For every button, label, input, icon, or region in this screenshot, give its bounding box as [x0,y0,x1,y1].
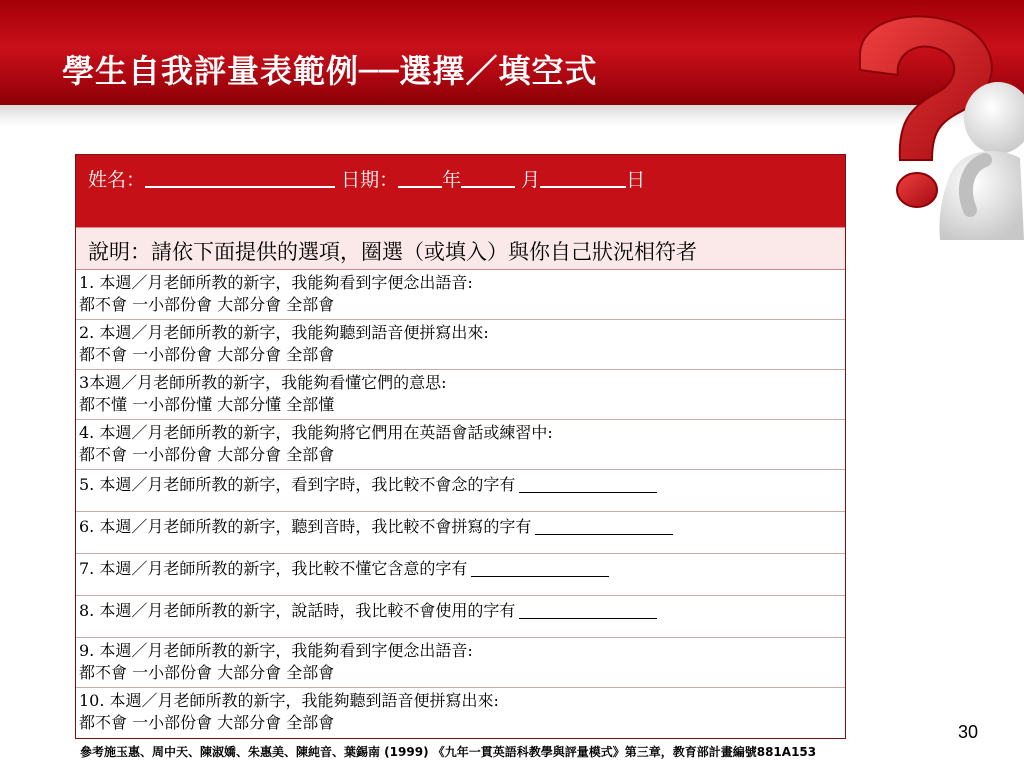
name-date-row [76,155,845,228]
question-row [76,638,845,688]
answer-options[interactable]: 都不會 一小部份會 大部分會 全部會 [79,445,335,464]
question-row [76,688,845,738]
question-text: 5. 本週／月老師所教的新字，看到字時，我比較不會念的字有 [79,475,516,494]
name-label: 姓名： [88,169,146,191]
year-label: 年 [442,169,462,191]
answer-blank[interactable] [471,560,609,577]
instruction-text: 說明：請依下面提供的選項，圈選（或填入）與你自己狀況相符者 [88,240,697,264]
answer-options[interactable]: 都不會 一小部份會 大部分會 全部會 [79,713,335,732]
answer-options[interactable]: 都不會 一小部份會 大部分會 全部會 [79,295,335,314]
question-row [76,512,845,554]
reference-citation: 參考施玉惠、周中天、陳淑嬌、朱惠美、陳純音、葉錫南 (1999) 《九年一貫英語科教學與評量模式》第三章，教育部計畫編號881A153 [80,745,817,759]
question-text: 9. 本週／月老師所教的新字，我能夠看到字便念出語音: [79,641,473,660]
question-text: 7. 本週／月老師所教的新字，我比較不懂它含意的字有 [79,559,468,578]
question-text: 3本週／月老師所教的新字，我能夠看懂它們的意思: [79,373,447,392]
question-text: 10. 本週／月老師所教的新字，我能夠聽到語音便拼寫出來: [79,691,499,710]
thinking-person-question-mark-icon [820,0,1024,240]
answer-blank[interactable] [535,518,673,535]
question-row [76,270,845,320]
year-field[interactable] [398,166,442,188]
question-text: 2. 本週／月老師所教的新字，我能夠聽到語音便拼寫出來: [79,323,489,342]
question-text: 1. 本週／月老師所教的新字，我能夠看到字便念出語音: [79,273,473,292]
instruction-row [76,228,845,270]
question-row [76,320,845,370]
question-text: 4. 本週／月老師所教的新字，我能夠將它們用在英語會話或練習中: [79,423,553,442]
self-assessment-form [75,154,846,739]
date-label: 日期： [341,169,399,191]
day-field[interactable] [540,166,626,188]
answer-blank[interactable] [519,602,657,619]
month-blank[interactable] [461,166,515,188]
name-field[interactable] [145,166,335,188]
question-row [76,596,845,638]
answer-options[interactable]: 都不會 一小部份會 大部分會 全部會 [79,345,335,364]
slide-title: 學生自我評量表範例──選擇／填空式 [62,52,598,90]
page-number: 30 [958,722,979,742]
question-row [76,420,845,470]
day-label: 日 [626,169,646,191]
question-row [76,470,845,512]
month-label: 月 [521,169,541,191]
answer-options[interactable]: 都不懂 一小部份懂 大部分懂 全部懂 [79,395,335,414]
question-text: 6. 本週／月老師所教的新字，聽到音時，我比較不會拼寫的字有 [79,517,532,536]
answer-blank[interactable] [519,476,657,493]
answer-options[interactable]: 都不會 一小部份會 大部分會 全部會 [79,663,335,682]
question-row [76,554,845,596]
question-text: 8. 本週／月老師所教的新字，說話時，我比較不會使用的字有 [79,601,516,620]
question-row [76,370,845,420]
